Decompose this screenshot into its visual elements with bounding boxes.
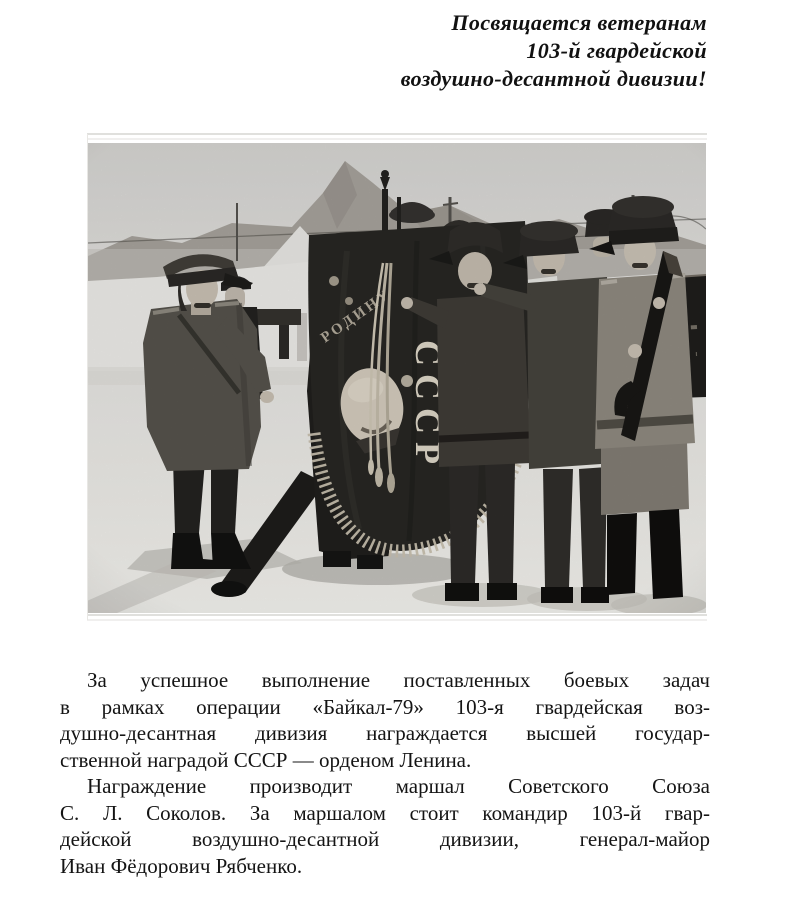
dedication — [401, 9, 707, 93]
dedication-line-1: Посвящается ветеранам — [451, 10, 707, 35]
paragraph-line: дейской воздушно-десантной дивизии, генерал-майор — [60, 827, 710, 851]
paragraph-line: С. Л. Соколов. За маршалом стоит командир 103-й гвар- — [60, 800, 710, 825]
photograph — [87, 131, 707, 623]
dedication-line-2: 103-й гвардейской — [526, 38, 707, 63]
dedication-line-3: воздушно-десантной дивизии! — [400, 66, 707, 91]
paragraph-line: ственной наградой СССР — орденом Ленина. — [60, 747, 472, 772]
paragraph-line: За успешное выполнение поставленных боевых задач — [87, 668, 710, 692]
paragraph-line: душно-десантная дивизия награждается высшей государ- — [60, 721, 710, 745]
paragraph-line: в рамках операции «Байкал-79» 103-я гвардейская воз- — [60, 694, 710, 719]
paragraph-line: Иван Фёдорович Рябченко. — [60, 853, 303, 878]
body-text — [60, 667, 710, 879]
paragraph-line: Награждение производит маршал Советского Союза — [87, 774, 710, 798]
